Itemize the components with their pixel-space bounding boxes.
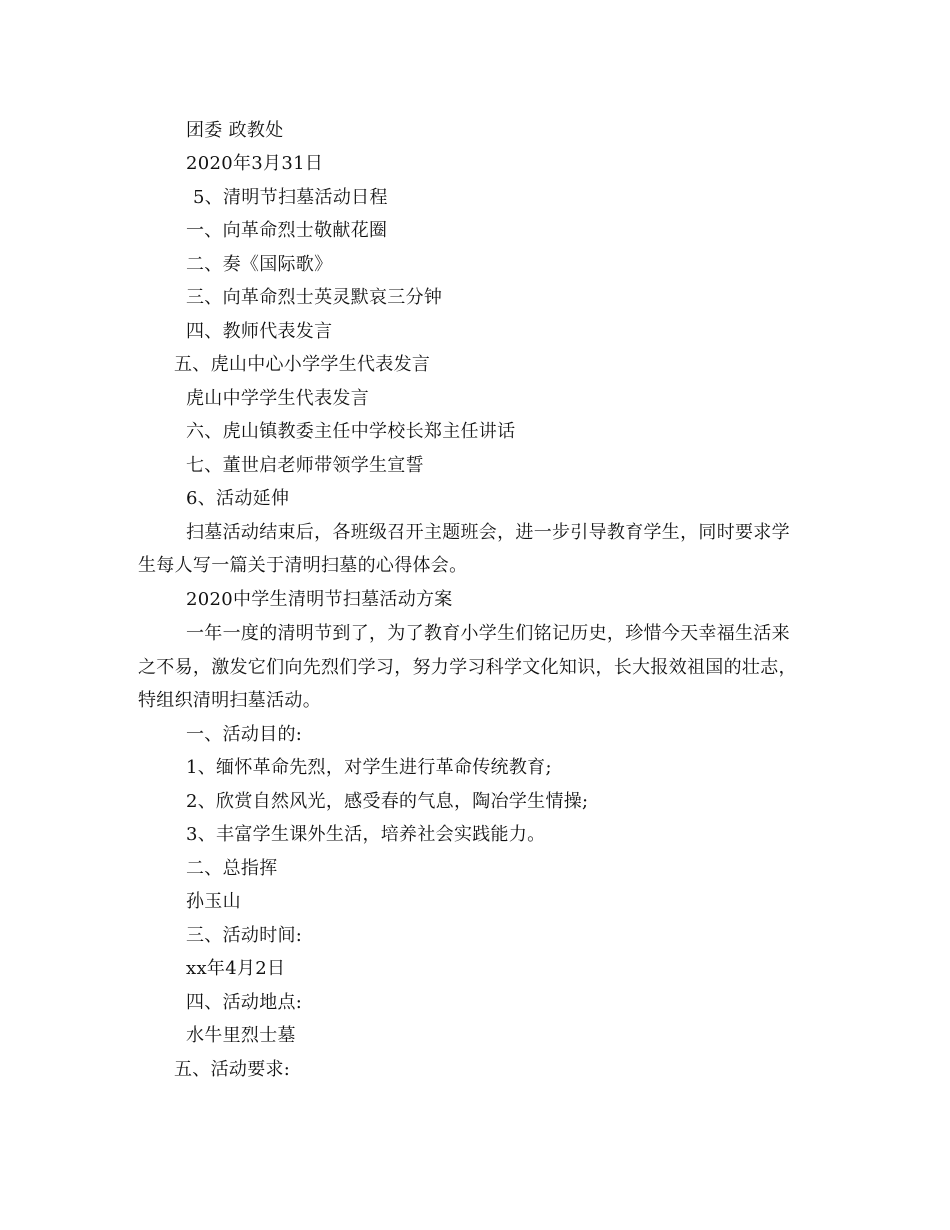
- section-heading: 三、活动时间:: [186, 925, 303, 946]
- list-item: 四、教师代表发言: [186, 321, 333, 342]
- section-heading: 四、活动地点:: [186, 992, 303, 1013]
- text-line: 水牛里烈士墓: [186, 1025, 296, 1046]
- paragraph-line: 特组织清明扫墓活动。: [138, 690, 321, 711]
- text-line: xx年4月2日: [186, 958, 286, 979]
- list-item: 七、董世启老师带领学生宣誓: [186, 455, 424, 476]
- section-heading: 五、活动要求:: [174, 1059, 291, 1080]
- list-item: 二、奏《国际歌》: [186, 254, 333, 275]
- text-line: 虎山中学学生代表发言: [186, 388, 369, 409]
- list-item: 一、向革命烈士敬献花圈: [186, 220, 388, 241]
- section-heading: 一、活动目的:: [186, 724, 303, 745]
- text-line: 团委 政教处: [186, 120, 284, 141]
- section-heading: 二、总指挥: [186, 858, 278, 879]
- list-item: 1、缅怀革命先烈，对学生进行革命传统教育;: [186, 757, 552, 778]
- list-item: 五、虎山中心小学学生代表发言: [174, 354, 431, 375]
- paragraph-line: 生每人写一篇关于清明扫墓的心得体会。: [138, 555, 468, 576]
- section-heading: 6、活动延伸: [186, 488, 290, 509]
- text-line: 孙玉山: [186, 891, 241, 912]
- paragraph-line: 之不易，激发它们向先烈们学习，努力学习科学文化知识，长大报效祖国的壮志，: [138, 657, 797, 678]
- list-item: 六、虎山镇教委主任中学校长郑主任讲话: [186, 421, 516, 442]
- list-item: 三、向革命烈士英灵默哀三分钟: [186, 287, 443, 308]
- paragraph-line: 扫墓活动结束后，各班级召开主题班会，进一步引导教育学生，同时要求学: [186, 522, 790, 543]
- text-line: 2020年3月31日: [186, 153, 324, 174]
- list-item: 2、欣赏自然风光，感受春的气息，陶冶学生情操;: [186, 791, 589, 812]
- list-item: 3、丰富学生课外生活，培养社会实践能力。: [186, 824, 546, 845]
- section-heading: 5、清明节扫墓活动日程: [193, 187, 388, 208]
- paragraph-line: 一年一度的清明节到了，为了教育小学生们铭记历史，珍惜今天幸福生活来: [186, 623, 790, 644]
- document-title: 2020中学生清明节扫墓活动方案: [186, 589, 453, 610]
